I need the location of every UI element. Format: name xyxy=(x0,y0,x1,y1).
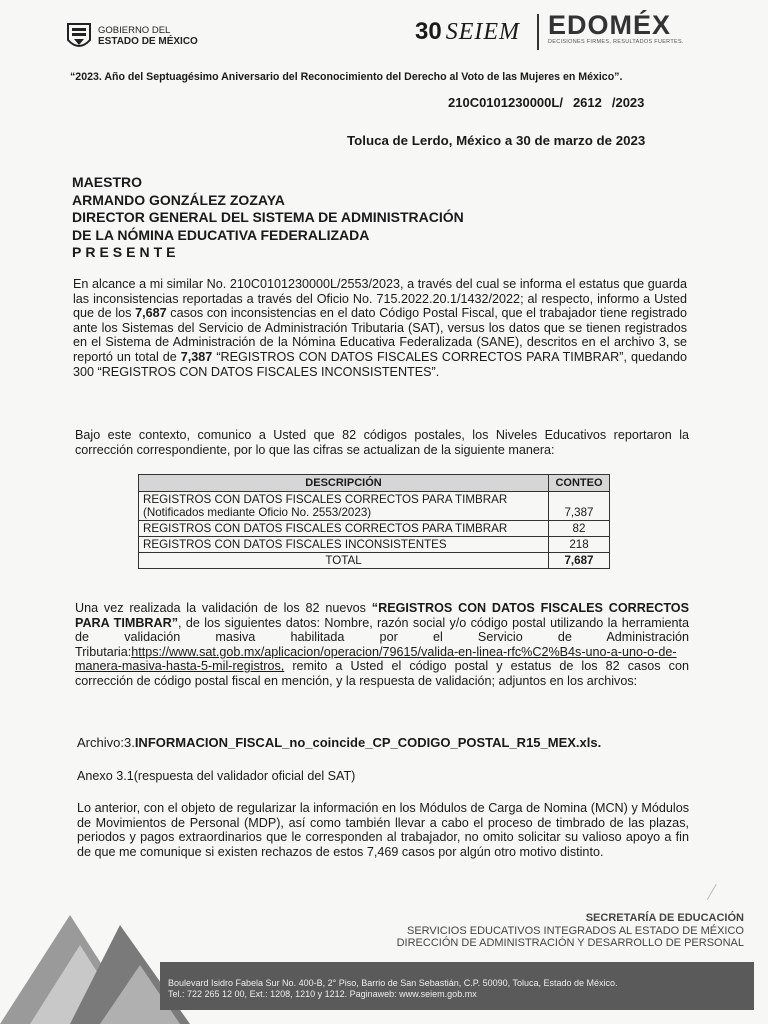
sat-validation-link[interactable]: https://www.sat.gob.mx/aplicacion/operacion/79615/valida-en-linea-rfc%C2%B4s-uno-a-uno-o-de-manera-masiva-hasta-5-mil-registros, xyxy=(75,644,677,674)
row-count: 82 xyxy=(549,521,610,537)
para3-bold: “REGISTROS CON DATOS FISCALES CORRECTOS PARA TIMBRAR” xyxy=(75,601,689,630)
row-description-text: REGISTROS CON DATOS FISCALES CORRECTOS PARA TIMBRAR xyxy=(143,493,508,506)
paragraph-1 xyxy=(73,277,687,379)
reference-number-value: 2612 xyxy=(572,95,602,110)
header-count: CONTEO xyxy=(549,475,610,492)
para3-text-c: , de los siguientes datos: Nombre, razón social y/o código postal utilizando la herramienta de validación masiva habilitada por el Servicio de Administración Tributaria: xyxy=(75,615,689,659)
total-value: 7,687 xyxy=(549,553,610,569)
row-count: 218 xyxy=(549,537,610,553)
annex-line: Anexo 3.1(respuesta del validador oficial del SAT) xyxy=(77,769,356,783)
para3-text-a: Una vez realizada la validación de los 82 nuevos xyxy=(75,601,372,615)
table-header-row xyxy=(139,475,610,492)
summary-table xyxy=(138,474,610,569)
table-row xyxy=(139,492,610,521)
recipient-name: ARMANDO GONZÁLEZ ZOZAYA xyxy=(72,191,285,208)
row-description: REGISTROS CON DATOS FISCALES CORRECTOS PARA TIMBRAR xyxy=(139,521,549,537)
reference-number xyxy=(448,95,654,110)
para1-text-a: En alcance a mi similar No. 210C0101230000L/2553/2023, a través del cual se informa el estatus que guarda las inconsistencias reportadas a través del Oficio No. 715.2022.20.1/1432/2022; al respecto, informo a Usted que de los xyxy=(73,277,687,321)
paragraph-2: Bajo este contexto, comunico a Usted que 82 códigos postales, los Niveles Educativos reportaron la corrección correspondiente, por lo que las cifras se actualizan de la siguiente manera: xyxy=(75,428,689,457)
year-commemoration: “2023. Año del Septuagésimo Aniversario del Reconocimiento del Derecho al Voto de las Mujeres en México”. xyxy=(70,71,623,83)
seiem-logo xyxy=(415,18,520,46)
para1-bold-total: 7,687 xyxy=(135,306,167,321)
attachment-label: Archivo:3. xyxy=(77,735,135,750)
page-mark xyxy=(696,878,716,900)
footer-contact xyxy=(168,978,618,1000)
recipient-position-1: DIRECTOR GENERAL DEL SISTEMA DE ADMINISTRACIÓN xyxy=(72,209,464,225)
edomex-tagline: DECISIONES FIRMES, RESULTADOS FUERTES. xyxy=(548,39,684,45)
gov-line1: GOBIERNO DEL xyxy=(98,25,171,36)
recipient-title: MAESTRO xyxy=(72,174,142,190)
footer-organization xyxy=(397,912,744,950)
row-description-sub: (Notificados mediante Oficio No. 2553/2023) xyxy=(143,506,372,519)
row-description: REGISTROS CON DATOS FISCALES INCONSISTENTES xyxy=(139,537,549,553)
table-row xyxy=(139,521,610,537)
footer-org-line2: SERVICIOS EDUCATIVOS INTEGRADOS AL ESTADO DE MÉXICO xyxy=(407,924,744,937)
row-description xyxy=(139,492,549,521)
para3-text-d: remito a Usted el código postal y estatus de los 82 casos con corrección de código postal fiscal en mención, y la respuesta de validación; adjuntos en los archivos: xyxy=(75,659,689,688)
para1-text-c: casos con inconsistencias en el dato Código Postal Fiscal, que el trabajador tiene registrado ante los Sistemas del Servicio de Administración Tributaria (SAT), versus los datos que se tienen registrados en el Sistema de Administración de la Nómina Educativa Federalizada (SANE), descritos en el archivo 3, se reportó un total de xyxy=(73,306,687,364)
attachment-file xyxy=(77,735,601,750)
para1-bold-correct: 7,387 xyxy=(180,349,213,364)
paragraph-4: Lo anterior, con el objeto de regularizar la información en los Módulos de Carga de Nomina (MCN) y Módulos de Movimientos de Personal (MDP), así como también llevar a cabo el proceso de timbrado de las plazas, periodos y pagos extraordinarios que le corresponden al trabajador, no omito solicitar su valioso apoyo a fin de que me comunique si existen rechazos de estos 7,469 casos por algún otro motivo distinto. xyxy=(77,801,689,859)
total-label: TOTAL xyxy=(139,553,549,569)
city-date: Toluca de Lerdo, México a 30 de marzo de 2023 xyxy=(347,133,646,148)
para1-text-e: “REGISTROS CON DATOS FISCALES CORRECTOS PARA TIMBRAR”, quedando 300 “REGISTROS CON DATOS FISCALES INCONSISTENTES”. xyxy=(73,349,687,379)
footer-address: Boulevard Isidro Fabela Sur No. 400-B, 2° Piso, Barrio de San Sebastián, C.P. 50090, Toluca, Estado de México. xyxy=(168,978,618,988)
government-logo xyxy=(66,20,198,52)
table-total-row xyxy=(139,553,610,569)
paragraph-3 xyxy=(75,601,689,689)
edomex-logo xyxy=(548,10,684,45)
row-count: 7,387 xyxy=(549,492,610,521)
state-seal-icon xyxy=(66,20,92,52)
footer-org-line3: DIRECCIÓN DE ADMINISTRACIÓN Y DESARROLLO DE PERSONAL xyxy=(396,937,744,949)
presente-label: PRESENTE xyxy=(72,244,180,260)
header-description: DESCRIPCIÓN xyxy=(139,475,549,492)
seiem-number: 30 xyxy=(415,18,442,45)
recipient-block xyxy=(72,174,464,262)
seiem-name: SEIEM xyxy=(445,19,521,45)
reference-code: 210C0101230000L/ xyxy=(448,95,563,110)
government-name xyxy=(98,25,198,47)
gov-line2: ESTADO DE MÉXICO xyxy=(98,36,198,47)
footer-org-line1: SECRETARÍA DE EDUCACIÓN xyxy=(585,912,744,924)
table-row xyxy=(139,537,610,553)
edomex-brand: EDOMÉX xyxy=(548,10,672,40)
footer-phone-web: Tel.: 722 265 12 00, Ext.: 1208, 1210 y 1212. Paginaweb: www.seiem.gob.mx xyxy=(168,989,477,999)
recipient-position-2: DE LA NÓMINA EDUCATIVA FEDERALIZADA xyxy=(72,226,370,243)
attachment-filename: INFORMACION_FISCAL_no_coincide_CP_CODIGO_POSTAL_R15_MEX.xls. xyxy=(134,735,602,750)
logo-divider xyxy=(537,14,539,50)
reference-year: /2023 xyxy=(611,95,645,110)
